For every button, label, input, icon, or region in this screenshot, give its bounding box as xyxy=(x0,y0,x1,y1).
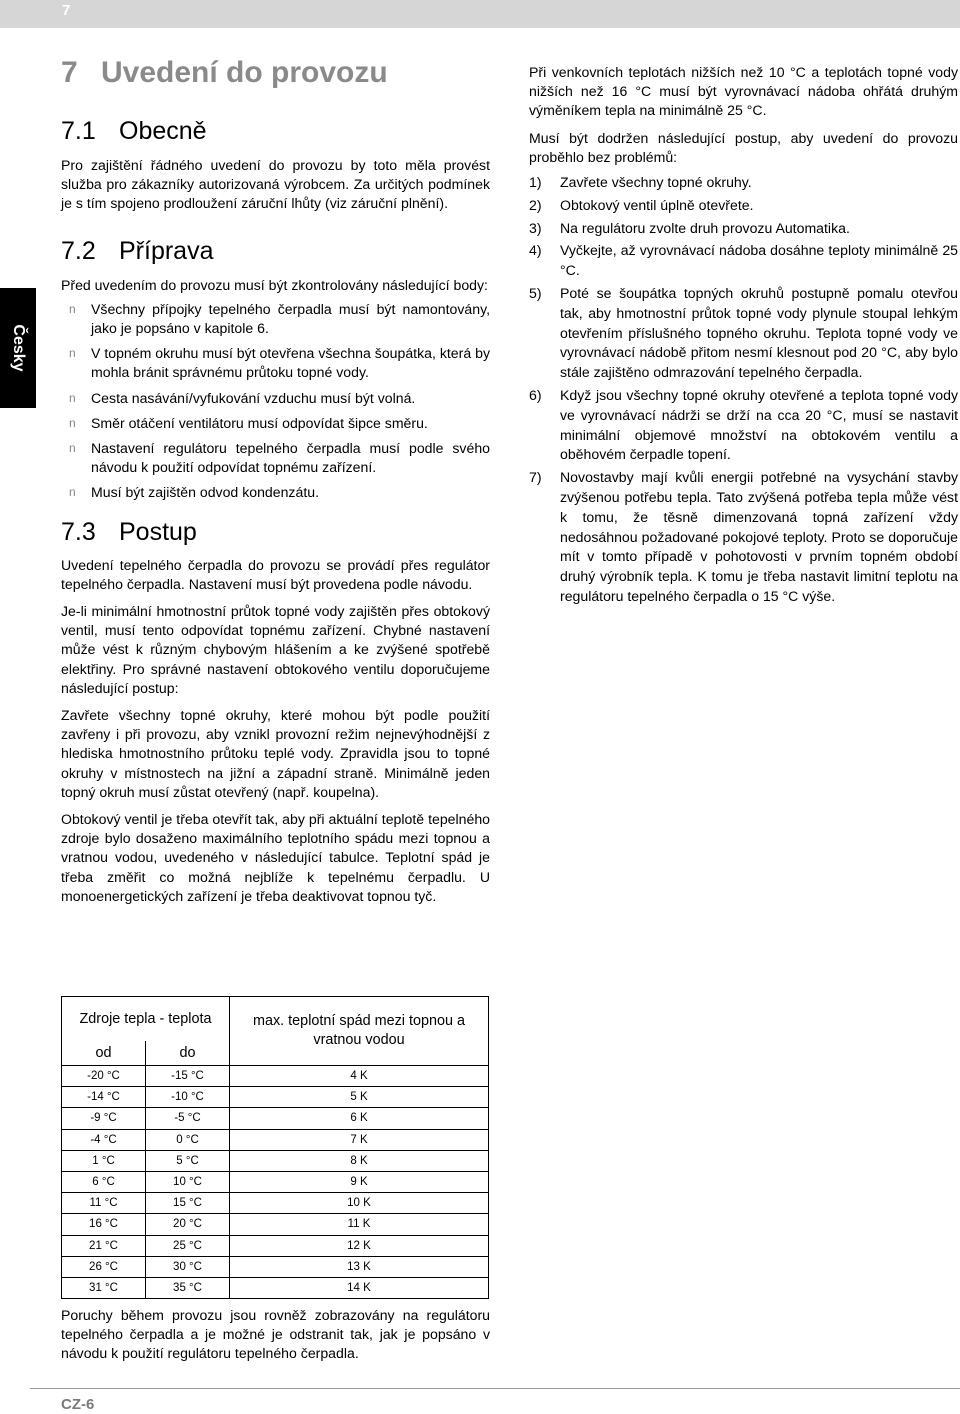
step-text: Když jsou všechny topné okruhy otevřené a teplota topné vody ve vyrovnávací nádrži se drží na cca 20 °C, musí se nastavit minimální objemové množství na obtokovém ventilu a oběhovém čerpadle topení. xyxy=(560,386,958,463)
step-number: 3) xyxy=(529,219,542,236)
cell-to: 35 °C xyxy=(146,1277,230,1298)
step-item xyxy=(529,284,958,383)
table-row xyxy=(62,1087,489,1108)
bullet-marker: n xyxy=(69,415,76,430)
section-title: Postup xyxy=(119,517,197,546)
bullet-marker: n xyxy=(69,301,76,316)
table-row xyxy=(62,1277,489,1298)
cell-from: -9 °C xyxy=(62,1108,146,1129)
paragraph: Uvedení tepelného čerpadla do provozu se provádí přes regulátor tepelného čerpadla. Nastavení musí být provedena podle návodu. xyxy=(61,556,490,592)
step-text: Novostavby mají kvůli energii potřebné na vysychání stavby zvýšenou potřebu tepla. Tato zvýšená potřeba tepla může vést k tomu, že těsně dimenzovaná topná zařízení vždy nedosáhnou požadované pokojové teploty. Proto se doporučuje mít v tomto případě v pohotovosti v prvním topném období druhý výrobník tepla. K tomu je třeba nastavit limitní teplotu na regulátoru tepelného čerpadla o 15 °C výše. xyxy=(560,469,958,604)
step-item xyxy=(529,386,958,465)
page-footer: CZ-6 xyxy=(61,1396,95,1413)
cell-max-spread: 4 K xyxy=(230,1066,489,1087)
bullet-marker: n xyxy=(69,346,76,361)
cell-from: 16 °C xyxy=(62,1214,146,1235)
language-tab-label: Česky xyxy=(10,324,27,372)
cell-from: -20 °C xyxy=(62,1066,146,1087)
header-bar xyxy=(0,0,960,28)
after-table-text: Poruchy během provozu jsou rovněž zobrazovány na regulátoru tepelného čerpadla a je možné je odstranit tak, jak je popsáno v návodu k použití regulátoru tepelného čerpadla. xyxy=(61,1307,490,1362)
step-text: Obtokový ventil úplně otevřete. xyxy=(560,196,754,213)
bullet-marker: n xyxy=(69,390,76,405)
table-row xyxy=(62,1108,489,1129)
table-row xyxy=(62,1066,489,1087)
step-number: 6) xyxy=(529,386,542,403)
section-title: Příprava xyxy=(119,236,214,265)
section-7-1-heading xyxy=(61,116,490,146)
section-number: 7.3 xyxy=(61,517,96,546)
paragraph: Zavřete všechny topné okruhy, které mohou být podle použití zavřeny i při provozu, aby vznikl provozní režim nejnevýhodnější z hlediska hmotnostního průtoku teplé vody. Zpravidla jsou to topné okruhy v místnostech na jižní a západní straně. Minimálně jeden topný okruh musí zůstat otevřený (např. koupelna). xyxy=(61,707,490,800)
cell-to: -10 °C xyxy=(146,1087,230,1108)
section-number: 7.2 xyxy=(61,236,96,265)
cell-from: -4 °C xyxy=(62,1129,146,1150)
footer-divider xyxy=(30,1388,960,1389)
step-text: Na regulátoru zvolte druh provozu Automatika. xyxy=(560,219,850,236)
table-row xyxy=(62,1235,489,1256)
section-7-3-heading xyxy=(61,517,490,547)
step-text: Poté se šoupátka topných okruhů postupně pomalu otevřou tak, aby hmotnostní průtok topné vody plynule stoupal lehkým otevřením příslušného topného okruhu. Teplota topné vody ve vyrovnávací nádobě přitom nesmí klesnout pod 20 °C, aby bylo stále zajištěno odmrazování tepelného čerpadla. xyxy=(560,285,958,381)
cell-max-spread: 8 K xyxy=(230,1150,489,1171)
right-column-bottom xyxy=(61,1306,490,1364)
cell-max-spread: 6 K xyxy=(230,1108,489,1129)
cell-to: 0 °C xyxy=(146,1129,230,1150)
cell-max-spread: 9 K xyxy=(230,1171,489,1192)
table-row xyxy=(62,1171,489,1192)
procedure-steps xyxy=(529,173,958,607)
cell-to: 20 °C xyxy=(146,1214,230,1235)
step-number: 1) xyxy=(529,174,542,191)
list-item-text: Všechny přípojky tepelného čerpadla musí být namontovány, jako je popsáno v kapitole 6. xyxy=(91,300,490,337)
bullet-marker: n xyxy=(69,485,76,500)
table-header-from: od xyxy=(62,1041,146,1066)
chapter-title xyxy=(61,56,490,100)
cell-max-spread: 7 K xyxy=(230,1129,489,1150)
list-item xyxy=(61,414,490,433)
list-item-text: V topném okruhu musí být otevřena všechna šoupátka, která by mohla bránit správnému průtoku topné vody. xyxy=(91,345,490,381)
step-number: 4) xyxy=(529,242,542,259)
cell-max-spread: 14 K xyxy=(230,1277,489,1298)
section-7-2-heading xyxy=(61,236,490,266)
cell-from: 26 °C xyxy=(62,1256,146,1277)
step-text: Zavřete všechny topné okruhy. xyxy=(560,174,752,191)
list-item-text: Musí být zajištěn odvod kondenzátu. xyxy=(91,484,319,501)
bullet-marker: n xyxy=(69,441,76,456)
table-row xyxy=(62,1150,489,1171)
cell-to: 15 °C xyxy=(146,1193,230,1214)
table-row xyxy=(62,1129,489,1150)
table-header-to: do xyxy=(146,1041,230,1066)
left-column xyxy=(61,56,490,906)
table-header-sources: Zdroje tepla - teplota xyxy=(62,997,230,1042)
cell-from: 21 °C xyxy=(62,1235,146,1256)
cell-to: 30 °C xyxy=(146,1256,230,1277)
list-item xyxy=(61,300,490,338)
paragraph: Je-li minimální hmotnostní průtok topné vody zajištěn přes obtokový ventil, musí tento odpovídat topnému zařízení. Chybné nastavení může vést k různým chybovým hlášením a ke zvýšené spotřebě elektřiny. Pro správné nastavení obtokového ventilu doporučujeme následující postup: xyxy=(61,603,490,696)
chapter-number: 7 xyxy=(61,56,78,89)
step-item xyxy=(529,219,958,239)
temperature-spread-table xyxy=(61,996,489,1299)
list-item xyxy=(61,483,490,502)
paragraph: Musí být dodržen následující postup, aby uvedení do provozu proběhlo bez problémů: xyxy=(529,129,958,165)
step-text: Vyčkejte, až vyrovnávací nádoba dosáhne teploty minimálně 25 °C. xyxy=(560,242,958,279)
cell-from: -14 °C xyxy=(62,1087,146,1108)
chapter-title-text: Uvedení do provozu xyxy=(101,56,388,89)
language-tab xyxy=(0,288,36,408)
list-item xyxy=(61,439,490,477)
section-7-1-text: Pro zajištění řádného uvedení do provozu by toto měla provést služba pro zákazníky autorizovaná výrobcem. Za určitých podmínek je s tím spojeno prodloužení záruční lhůty (viz záruční plnění). xyxy=(61,157,490,212)
cell-to: 5 °C xyxy=(146,1150,230,1171)
preparation-list xyxy=(61,300,490,503)
cell-max-spread: 11 K xyxy=(230,1214,489,1235)
section-number: 7.1 xyxy=(61,117,96,145)
paragraph: Při venkovních teplotách nižších než 10 °C a teplotách topné vody nižších než 16 °C musí být vyrovnávací nádoba ohřátá druhým výměníkem tepla na minimálně 25 °C. xyxy=(529,64,958,119)
cell-from: 11 °C xyxy=(62,1193,146,1214)
list-item-text: Směr otáčení ventilátoru musí odpovídat šipce směru. xyxy=(91,414,428,431)
section-7-2-intro: Před uvedením do provozu musí být zkontrolovány následující body: xyxy=(61,276,488,293)
table-row xyxy=(62,1193,489,1214)
list-item-text: Cesta nasávání/vyfukování vzduchu musí být volná. xyxy=(91,389,416,406)
page-number-top: 7 xyxy=(62,2,71,19)
step-number: 2) xyxy=(529,196,542,213)
right-column xyxy=(529,63,958,610)
cell-max-spread: 12 K xyxy=(230,1235,489,1256)
step-item xyxy=(529,468,958,607)
step-number: 7) xyxy=(529,469,542,486)
cell-from: 31 °C xyxy=(62,1277,146,1298)
cell-max-spread: 10 K xyxy=(230,1193,489,1214)
step-item xyxy=(529,241,958,281)
cell-from: 6 °C xyxy=(62,1171,146,1192)
step-number: 5) xyxy=(529,285,542,301)
list-item xyxy=(61,344,490,382)
list-item xyxy=(61,389,490,408)
table-row xyxy=(62,1256,489,1277)
step-item xyxy=(529,173,958,193)
cell-to: 10 °C xyxy=(146,1171,230,1192)
cell-max-spread: 5 K xyxy=(230,1087,489,1108)
paragraph: Obtokový ventil je třeba otevřít tak, aby při aktuální teplotě tepelného zdroje bylo dosaženo maximálního teplotního spádu mezi topnou a vratnou vodou, uvedeného v následující tabulce. Teplotní spád je třeba změřit co možná nejblíže k tepelnému čerpadlu. U monoenergetických zařízení je třeba deaktivovat topnou tyč. xyxy=(61,811,490,904)
cell-to: -5 °C xyxy=(146,1108,230,1129)
cell-to: -15 °C xyxy=(146,1066,230,1087)
step-item xyxy=(529,196,958,216)
list-item-text: Nastavení regulátoru tepelného čerpadla musí podle svého návodu k použití odpovídat topnému zařízení. xyxy=(91,440,490,476)
cell-to: 25 °C xyxy=(146,1235,230,1256)
section-title: Obecně xyxy=(119,117,207,145)
table-body xyxy=(62,1066,489,1299)
cell-from: 1 °C xyxy=(62,1150,146,1171)
table-header-max-spread: max. teplotní spád mezi topnou a vratnou vodou xyxy=(230,997,489,1066)
table-row xyxy=(62,1214,489,1235)
cell-max-spread: 13 K xyxy=(230,1256,489,1277)
